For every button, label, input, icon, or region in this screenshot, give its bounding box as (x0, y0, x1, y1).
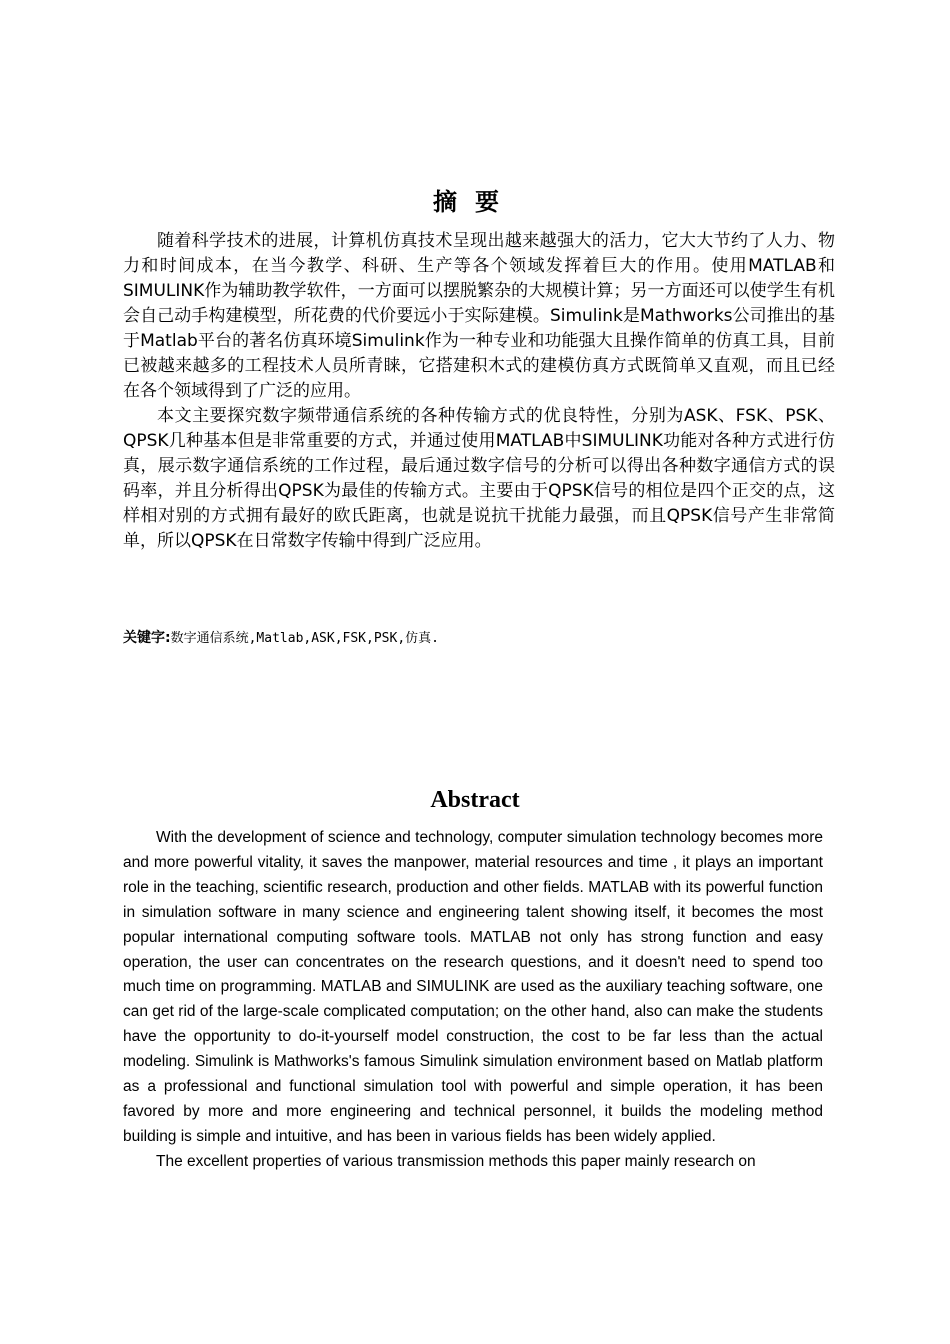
keywords-line (123, 628, 835, 649)
chinese-abstract-body (123, 229, 835, 554)
keywords-label: 关键字: (123, 630, 171, 646)
keywords-values: 数字通信系统,Matlab,ASK,FSK,PSK,仿真. (170, 631, 439, 646)
english-abstract-title: Abstract (430, 787, 520, 813)
english-abstract-paragraph-1: With the development of science and technology, computer simulation technology becomes more and more powerful vitality, it saves the manpower, material resources and time , it plays an important role in the teaching, scientific research, production and other fields. MATLAB with its powerful function in simulation software in many science and engineering talent showing itself, it becomes the most popular international computing software tools. MATLAB not only has strong function and easy operation, the user can concentrates on the research questions, and it doesn't need to spend too much time on programming. MATLAB and SIMULINK are used as the auxiliary teaching software, one can get rid of the large-scale complicated computation; on the other hand, also can make the students have the opportunity to do-it-yourself model construction, the cost to be far less than the actual modeling. Simulink is Mathworks's famous Simulink simulation environment based on Matlab platform as a professional and functional simulation tool with powerful and simple operation, it has been favored by more and more engineering and technical personnel, it builds the modeling method building is simple and intuitive, and has been in various fields has been widely applied. (123, 829, 823, 1145)
english-abstract-paragraph-2: The excellent properties of various transmission methods this paper mainly research on (156, 1152, 756, 1170)
chinese-abstract-paragraph-2: 本文主要探究数字频带通信系统的各种传输方式的优良特性，分别为ASK、FSK、PSK、QPSK几种基本但是非常重要的方式，并通过使用MATLAB中SIMULINK功能对各种方式进行仿真，展示数字通信系统的工作过程，最后通过数字信号的分析可以得出各种数字通信方式的误码率，并且分析得出QPSK为最佳的传输方式。主要由于QPSK信号的相位是四个正交的点，这样相对别的方式拥有最好的欧氏距离，也就是说抗干扰能力最强，而且QPSK信号产生非常简单，所以QPSK在日常数字传输中得到广泛应用。 (123, 406, 835, 551)
chinese-abstract-title: 摘要 (433, 188, 517, 216)
english-abstract-body (123, 826, 823, 1175)
chinese-abstract-paragraph-1: 随着科学技术的进展，计算机仿真技术呈现出越来越强大的活力，它大大节约了人力、物力和时间成本，在当今教学、科研、生产等各个领域发挥着巨大的作用。使用MATLAB和SIMULINK作为辅助教学软件，一方面可以摆脱繁杂的大规模计算；另一方面还可以使学生有机会自己动手构建模型，所花费的代价要远小于实际建模。Simulink是Mathworks公司推出的基于Matlab平台的著名仿真环境Simulink作为一种专业和功能强大且操作简单的仿真工具，目前已被越来越多的工程技术人员所青睐，它搭建积木式的建模仿真方式既简单又直观，而且已经在各个领域得到了广泛的应用。 (123, 231, 835, 401)
